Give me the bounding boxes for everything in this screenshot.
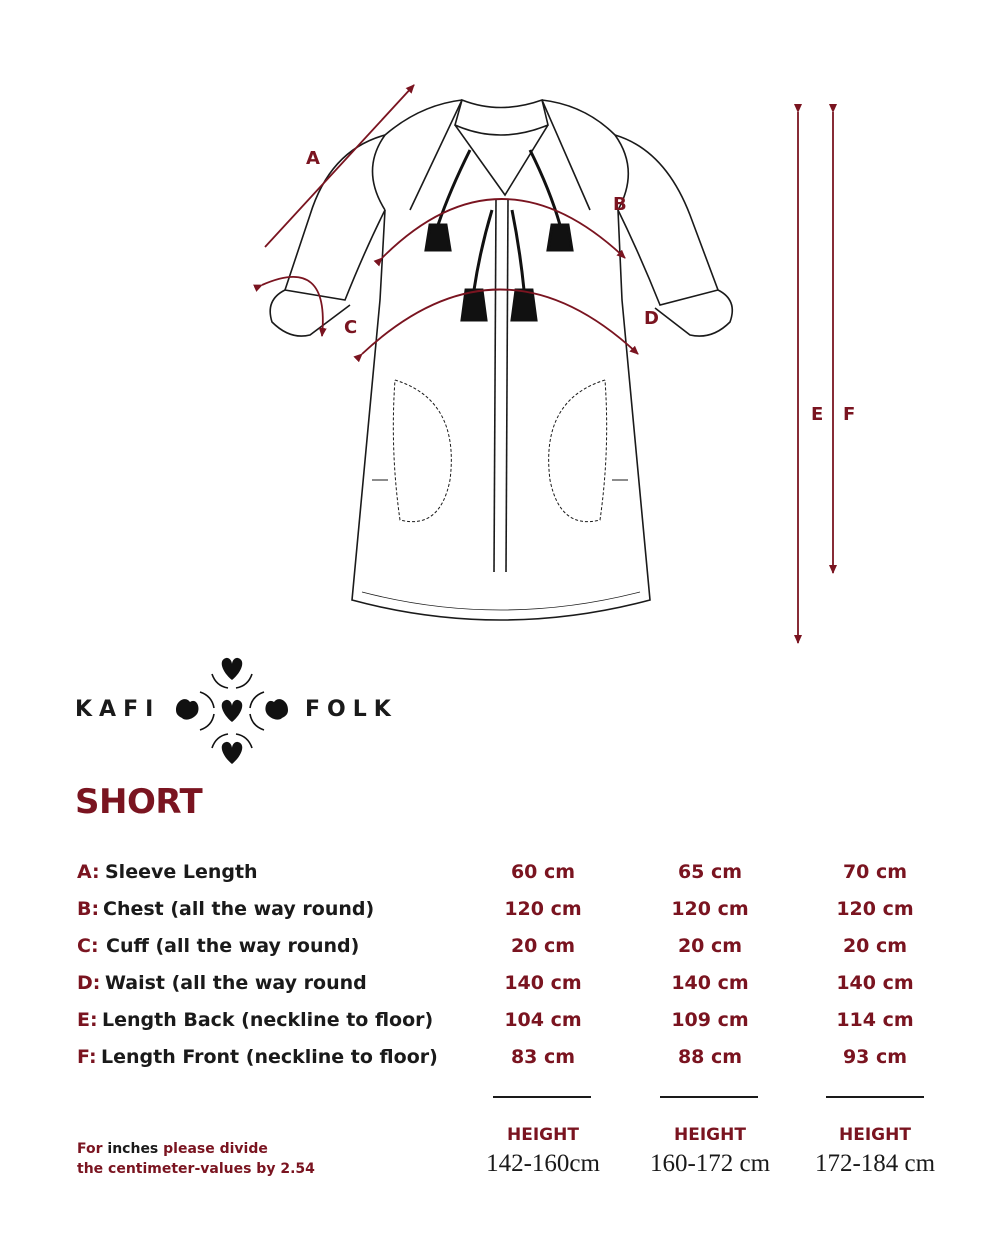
label-c: C xyxy=(344,317,358,338)
tassels xyxy=(426,150,572,320)
value-size-2: 120 cm xyxy=(671,898,749,920)
label-a: A xyxy=(306,148,320,169)
value-size-1: 20 cm xyxy=(510,935,576,957)
measurement-row-b xyxy=(0,898,1000,928)
value-size-2: 88 cm xyxy=(677,1046,743,1068)
measurement-row-c xyxy=(0,935,1000,965)
row-label: Waist (all the way round xyxy=(105,972,367,994)
row-label: Cuff (all the way round) xyxy=(106,935,360,957)
row-letter: E: xyxy=(77,1009,98,1031)
measurement-row-f xyxy=(0,1046,1000,1076)
height-range-2: 160-172 cm xyxy=(649,1150,771,1177)
brand-name-left: KAFI xyxy=(75,697,161,722)
value-size-3: 114 cm xyxy=(836,1009,914,1031)
row-letter: B: xyxy=(77,898,100,920)
value-size-3: 140 cm xyxy=(836,972,914,994)
note-text: the centimeter-values by 2.54 xyxy=(77,1161,315,1177)
value-size-3: 70 cm xyxy=(842,861,908,883)
dress-outline xyxy=(270,100,732,620)
column-divider xyxy=(493,1096,591,1098)
row-letter: D: xyxy=(77,972,101,994)
row-label: Length Back (neckline to floor) xyxy=(102,1009,434,1031)
column-divider xyxy=(826,1096,924,1098)
arrow-a xyxy=(265,85,414,247)
label-b: B xyxy=(613,194,627,215)
value-size-1: 83 cm xyxy=(510,1046,576,1068)
height-label-2: HEIGHT xyxy=(674,1125,746,1145)
row-label: Sleeve Length xyxy=(105,861,258,883)
height-range-3: 172-184 cm xyxy=(814,1150,936,1177)
heart-hands-logo-icon xyxy=(172,652,292,770)
inches-conversion-note xyxy=(77,1139,315,1179)
value-size-2: 65 cm xyxy=(677,861,743,883)
row-letter: F: xyxy=(77,1046,97,1068)
row-label: Chest (all the way round) xyxy=(103,898,375,920)
value-size-2: 140 cm xyxy=(671,972,749,994)
row-letter: C: xyxy=(77,935,99,957)
size-chart-title: SHORT xyxy=(75,782,203,822)
label-d: D xyxy=(644,308,659,329)
value-size-1: 60 cm xyxy=(510,861,576,883)
height-range-1: 142-160cm xyxy=(486,1150,600,1177)
value-size-3: 93 cm xyxy=(842,1046,908,1068)
height-label-3: HEIGHT xyxy=(839,1125,911,1145)
value-size-1: 104 cm xyxy=(504,1009,582,1031)
brand-name-right: FOLK xyxy=(305,697,398,722)
height-label-1: HEIGHT xyxy=(507,1125,579,1145)
value-size-3: 20 cm xyxy=(842,935,908,957)
value-size-2: 109 cm xyxy=(671,1009,749,1031)
note-inches: inches xyxy=(107,1141,159,1157)
arrow-d xyxy=(362,290,638,355)
value-size-3: 120 cm xyxy=(836,898,914,920)
value-size-1: 120 cm xyxy=(504,898,582,920)
value-size-1: 140 cm xyxy=(504,972,582,994)
value-size-2: 20 cm xyxy=(677,935,743,957)
row-label: Length Front (neckline to floor) xyxy=(101,1046,438,1068)
measurement-row-a xyxy=(0,861,1000,891)
label-e: E xyxy=(811,404,824,425)
measurement-row-e xyxy=(0,1009,1000,1039)
measurement-row-d xyxy=(0,972,1000,1002)
label-f: F xyxy=(843,404,856,425)
note-text: For xyxy=(77,1141,108,1157)
row-letter: A: xyxy=(77,861,100,883)
note-text: please divide xyxy=(158,1141,268,1157)
column-divider xyxy=(660,1096,758,1098)
